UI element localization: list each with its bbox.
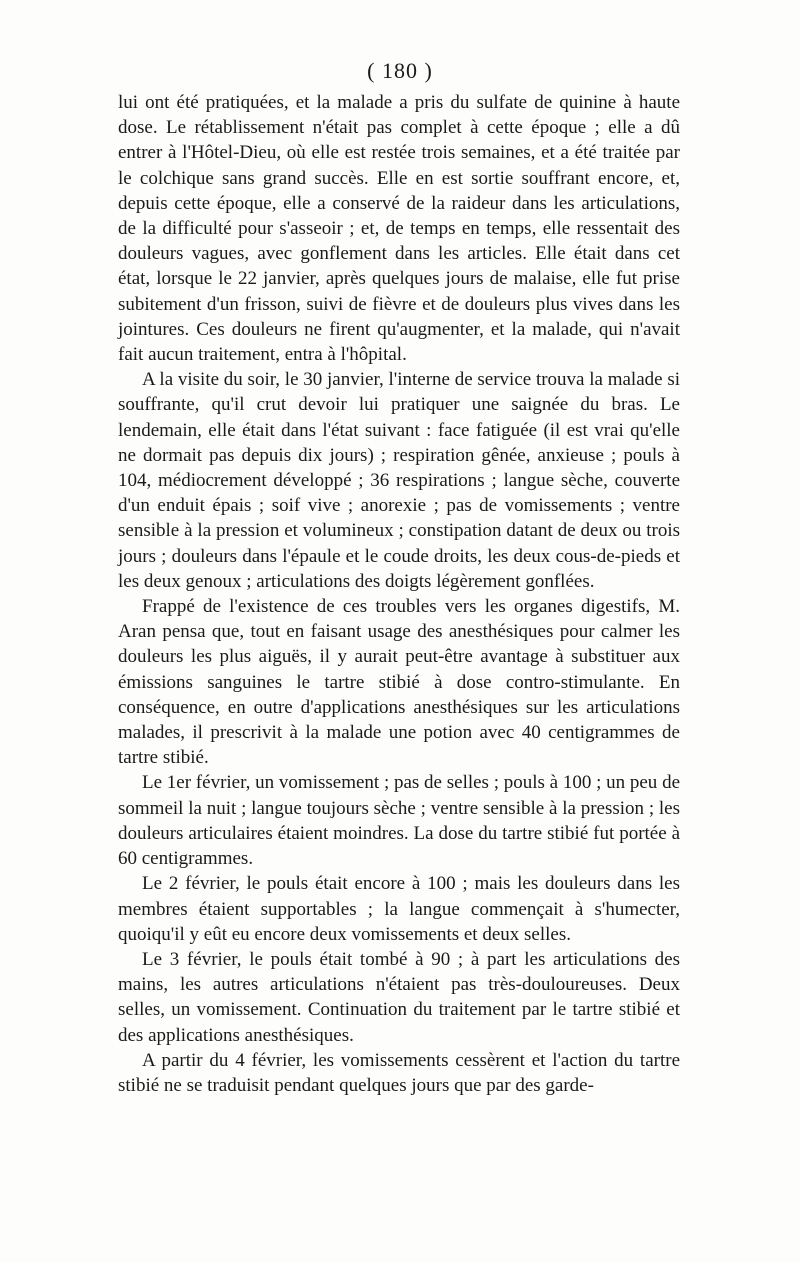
paragraph-february-2: Le 2 février, le pouls était encore à 100 ; mais les douleurs dans les membres étaient supportables ; la langue commençait à s'humecter, quoiqu'il y eût eu encore deux vomissements et deux selles. bbox=[118, 873, 680, 945]
paragraph-continuation: lui ont été pratiquées, et la malade a pris du sulfate de quinine à haute dose. Le rétablissement n'était pas complet à cette époque ; elle a dû entrer à l'Hôtel-Dieu, où elle est restée trois semaines, et a été traitée par le colchique sans grand succès. Elle en est sortie souffrant encore, et, depuis cette époque, elle a conservé de la raideur dans les articulations, de la difficulté pour s'asseoir ; et, de temps en temps, elle ressentait des douleurs vagues, avec gonflement dans les articles. Elle était dans cet état, lorsque le 22 janvier, après quelques jours de malaise, elle fut prise subitement d'un frisson, suivi de fièvre et de douleurs plus vives dans les jointures. Ces douleurs ne firent qu'augmenter, et la malade, qui n'avait fait aucun traitement, entra à l'hôpital. bbox=[118, 92, 680, 366]
paragraph-february-1: Le 1er février, un vomissement ; pas de selles ; pouls à 100 ; un peu de sommeil la nuit ; langue toujours sèche ; ventre sensible à la pression ; les douleurs articulaires étaient moindres. La dose du tartre stibié fut portée à 60 centigrammes. bbox=[118, 772, 680, 870]
paragraph-february-3: Le 3 février, le pouls était tombé à 90 ; à part les articulations des mains, les autres articulations n'étaient pas très-douloureuses. Deux selles, un vomissement. Continuation du traitement par le tartre stibié et des applications anesthésiques. bbox=[118, 948, 680, 1046]
paragraph-february-4: A partir du 4 février, les vomissements cessèrent et l'action du tartre stibié ne se traduisit pendant quelques jours que par des garde- bbox=[118, 1049, 680, 1096]
paragraph-evening-visit: A la visite du soir, le 30 janvier, l'interne de service trouva la malade si souffrante, qu'il crut devoir lui pratiquer une saignée du bras. Le lendemain, elle était dans l'état suivant : face fatiguée (il est vrai qu'elle ne dormait pas depuis dix jours) ; respiration gênée, anxieuse ; pouls à 104, médiocrement développé ; 36 respirations ; langue sèche, couverte d'un enduit épais ; soif vive ; anorexie ; pas de vomissements ; ventre sensible à la pression et volumineux ; constipation datant de deux ou trois jours ; douleurs dans l'épaule et le coude droits, les deux cous-de-pieds et les deux genoux ; articulations des doigts légèrement gonflées. bbox=[118, 369, 680, 592]
page-number: ( 180 ) bbox=[367, 58, 433, 83]
body-text bbox=[118, 90, 680, 1098]
paragraph-aran-treatment: Frappé de l'existence de ces troubles vers les organes digestifs, M. Aran pensa que, tout en faisant usage des anesthésiques pour calmer les douleurs les plus aiguës, il y aurait peut-être avantage à substituer aux émissions sanguines le tartre stibié à dose contro-stimulante. En conséquence, en outre d'applications anesthésiques sur les articulations malades, il prescrivit à la malade une potion avec 40 centigrammes de tartre stibié. bbox=[118, 596, 680, 769]
